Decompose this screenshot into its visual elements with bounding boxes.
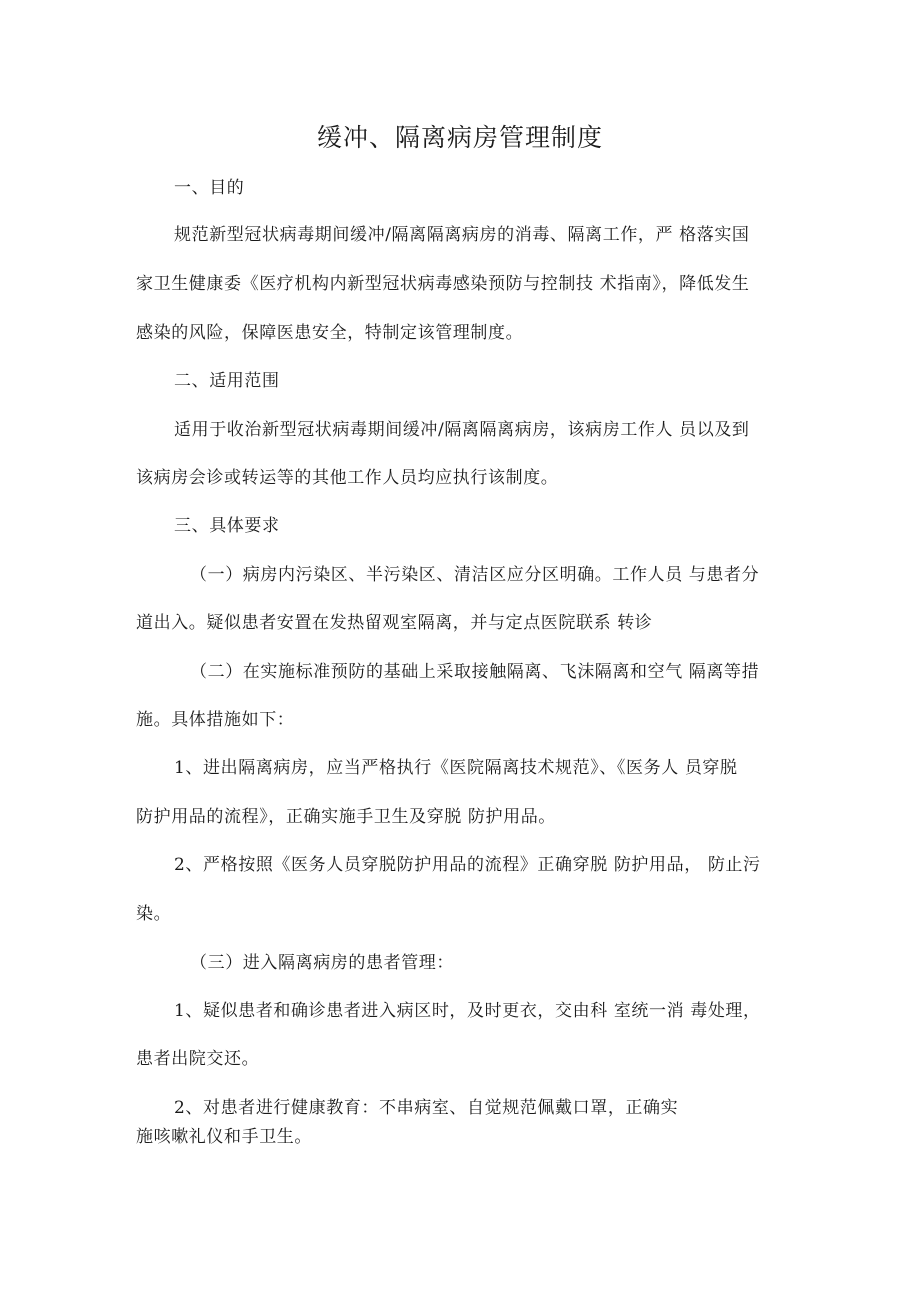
list-item-line: 防护用品的流程》，正确实施手卫生及穿脱 防护用品。	[136, 807, 556, 827]
list-item-line: 1、疑似患者和确诊患者进入病区时，及时更衣，交由科 室统一消 毒处理，	[174, 1001, 761, 1021]
section-heading-purpose: 一、目的	[174, 178, 245, 198]
list-item-line: 施咳嗽礼仪和手卫生。	[136, 1127, 312, 1147]
document-title: 缓冲、隔离病房管理制度	[316, 123, 603, 152]
list-item-line: 患者出院交还。	[136, 1049, 260, 1069]
list-item-line: 2、对患者进行健康教育：不串病室、自觉规范佩戴口罩，正确实	[174, 1098, 679, 1118]
paragraph-line: 该病房会诊或转运等的其他工作人员均应执行该制度。	[136, 468, 559, 488]
paragraph-line: （一）病房内污染区、半污染区、清洁区应分区明确。工作人员 与患者分	[190, 565, 760, 585]
paragraph-line: 规范新型冠状病毒期间缓冲/隔离隔离病房的消毒、隔离工作，严 格落实国	[174, 225, 750, 245]
list-item-line: 2、严格按照《医务人员穿脱防护用品的流程》正确穿脱 防护用品， 防止污	[174, 855, 761, 875]
section-heading-requirements: 三、具体要求	[174, 516, 280, 536]
paragraph-line: 施。具体措施如下：	[136, 710, 295, 730]
section-heading-scope: 二、适用范围	[174, 371, 280, 391]
paragraph-line: 适用于收治新型冠状病毒期间缓冲/隔离隔离病房，该病房工作人 员以及到	[174, 420, 750, 440]
subsection-heading: （三）进入隔离病房的患者管理：	[190, 953, 454, 973]
paragraph-line: 家卫生健康委《医疗机构内新型冠状病毒感染预防与控制技 术指南》，降低发生	[136, 274, 750, 294]
list-item-line: 染。	[136, 904, 172, 924]
paragraph-line: 感染的风险，保障医患安全，特制定该管理制度。	[136, 323, 524, 343]
paragraph-line: （二）在实施标准预防的基础上采取接触隔离、飞沫隔离和空气 隔离等措	[190, 662, 760, 682]
paragraph-line: 道出入。疑似患者安置在发热留观室隔离，并与定点医院联系 转诊	[136, 613, 653, 633]
list-item-line: 1、进出隔离病房，应当严格执行《医院隔离技术规范》、《医务人 员穿脱	[174, 758, 738, 778]
